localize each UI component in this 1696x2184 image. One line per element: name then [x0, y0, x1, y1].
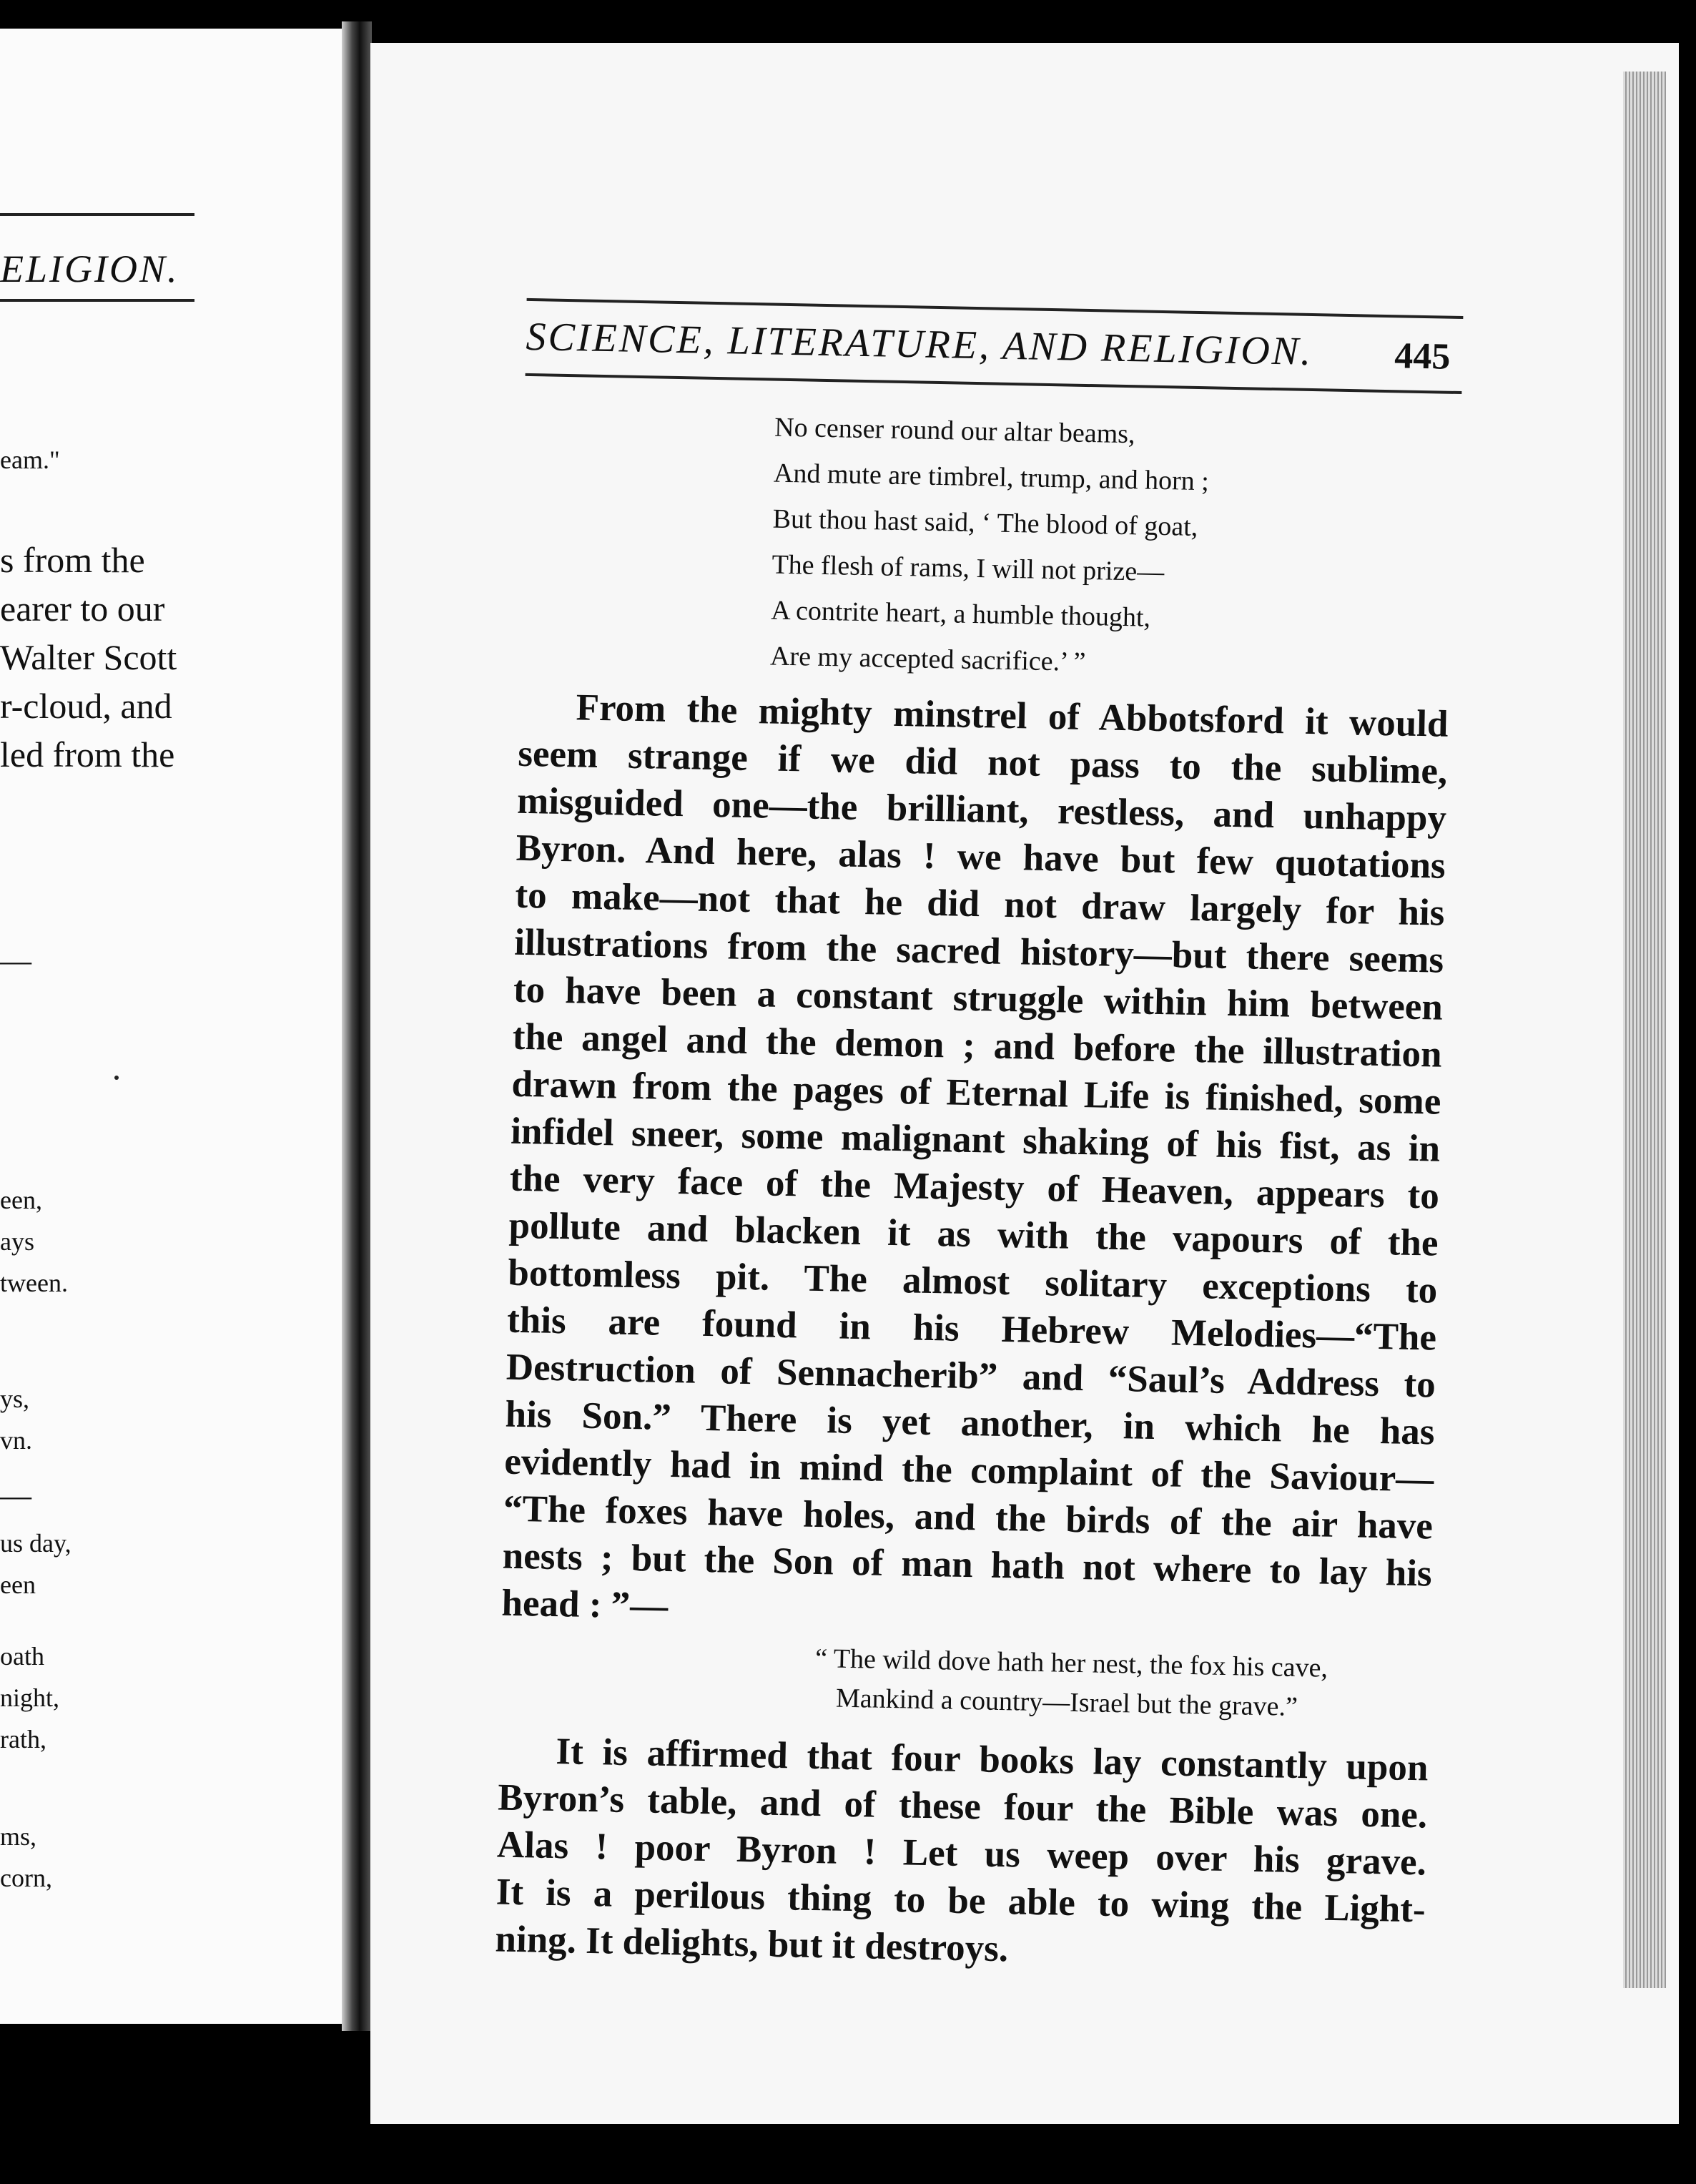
paragraph-line: Byron’s table, and of these four the Bible was one. — [497, 1776, 1428, 1836]
left-fragment: — — [0, 1478, 31, 1513]
verse-line: And mute are timbrel, trump, and horn ; — [773, 458, 1210, 497]
paragraph-line: to have been a constant struggle within him between — [513, 968, 1444, 1028]
paragraph-line: Alas ! poor Byron ! Let us weep over his grave. — [496, 1824, 1427, 1884]
left-header-rule-top — [0, 213, 194, 216]
paragraph-line: to make—not that he did not draw largely for his — [515, 874, 1445, 934]
header-rule-top — [527, 298, 1464, 319]
paragraph-line: infidel sneer, some malignant shaking of his fist, as in — [510, 1110, 1441, 1170]
paragraph-line: the very face of the Majesty of Heaven, appears to — [509, 1157, 1440, 1217]
verse-line: “ The wild dove hath her nest, the fox his cave, — [814, 1643, 1328, 1683]
left-fragment: rath, — [0, 1725, 46, 1753]
verse-line: No censer round our altar beams, — [774, 412, 1135, 450]
left-fragment: night, — [0, 1683, 60, 1712]
paragraph-line: evidently had in mind the complaint of the Saviour— — [503, 1440, 1434, 1500]
left-fragment: — — [0, 943, 31, 978]
paragraph-line: his Son.” There is yet another, in which he has — [505, 1393, 1435, 1453]
page-body — [422, 247, 1456, 2039]
page-edge-stack — [1623, 72, 1666, 1988]
left-fragment: ms, — [0, 1822, 37, 1851]
left-fragment: s from the — [0, 540, 145, 580]
header-rule-bottom — [526, 373, 1462, 394]
left-fragment: earer to our — [0, 589, 165, 629]
page-number: 445 — [1394, 335, 1451, 378]
paragraph-line: Byron. And here, alas ! we have but few quotations — [516, 827, 1446, 887]
left-fragment: r-cloud, and — [0, 686, 172, 726]
verse-line: Mankind a country—Israel but the grave.” — [835, 1683, 1298, 1722]
paragraph-line: ning. It delights, but it destroys. — [495, 1918, 1009, 1970]
paragraph-line: “The foxes have holes, and the birds of the air have — [503, 1487, 1434, 1548]
running-title: SCIENCE, LITERATURE, AND RELIGION. — [526, 314, 1313, 375]
paragraph-line: Destruction of Sennacherib” and “Saul’s Address to — [506, 1346, 1436, 1406]
left-fragment: een, — [0, 1186, 42, 1214]
left-fragment: us day, — [0, 1529, 72, 1558]
paragraph-line: It is affirmed that four books lay constantly upon — [556, 1731, 1429, 1789]
paragraph-line: misguided one—the brilliant, restless, and unhappy — [516, 779, 1447, 840]
paragraph-line: this are found in his Hebrew Melodies—“The — [506, 1299, 1437, 1359]
paragraph-line: the angel and the demon ; and before the illustration — [512, 1015, 1443, 1076]
paragraph-line: illustrations from the sacred history—but there seems — [513, 921, 1444, 981]
paragraph-line: drawn from the pages of Eternal Life is finished, some — [511, 1063, 1441, 1123]
book-gutter — [342, 21, 372, 2031]
right-page — [370, 43, 1679, 2124]
paragraph-line: seem strange if we did not pass to the sublime, — [517, 732, 1448, 792]
left-fragment: corn, — [0, 1864, 52, 1892]
paragraph-line: nests ; but the Son of man hath not where to lay his — [502, 1535, 1433, 1595]
left-fragment: oath — [0, 1642, 44, 1671]
left-fragment: Walter Scott — [0, 637, 177, 677]
left-header-rule-bottom — [0, 299, 194, 302]
left-running-title: ELIGION. — [0, 247, 179, 290]
paragraph-line: From the mighty minstrel of Abbotsford it would — [576, 687, 1449, 745]
paragraph-line: bottomless pit. The almost solitary exceptions to — [507, 1251, 1438, 1312]
paragraph-line: head : ”— — [501, 1582, 669, 1628]
left-page — [0, 29, 349, 2024]
left-fragment: vn. — [0, 1426, 32, 1455]
left-fragment: led from the — [0, 734, 175, 774]
verse-line: The flesh of rams, I will not prize— — [771, 549, 1165, 588]
paragraph-line: pollute and blacken it as with the vapours of the — [508, 1204, 1439, 1264]
paragraph-line: It is a perilous thing to be able to wing the Light- — [496, 1871, 1426, 1931]
verse-line: A contrite heart, a humble thought, — [770, 595, 1151, 633]
left-dot — [114, 1076, 119, 1080]
left-fragment: ays — [0, 1227, 34, 1256]
verse-line: But thou hast said, ‘ The blood of goat, — [772, 503, 1198, 542]
left-fragment: eam." — [0, 446, 60, 474]
left-fragment: tween. — [0, 1269, 68, 1297]
left-fragment: een — [0, 1570, 36, 1599]
left-fragment: ys, — [0, 1384, 30, 1413]
verse-line: Are my accepted sacrifice.’ ” — [769, 641, 1086, 678]
